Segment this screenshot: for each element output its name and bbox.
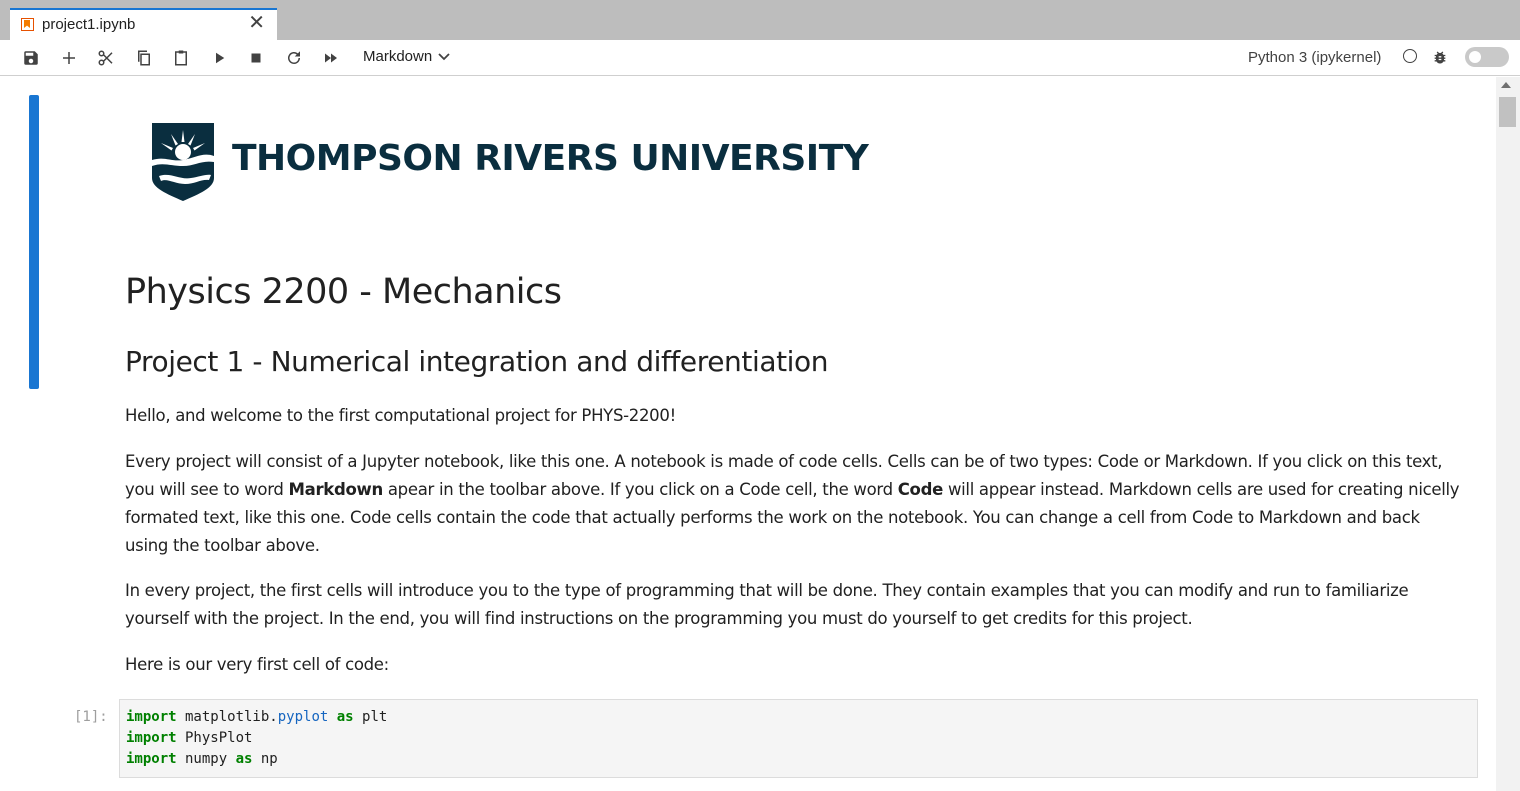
cell-type-dropdown[interactable] bbox=[363, 48, 450, 65]
run-all-button[interactable] bbox=[319, 46, 343, 70]
first-code-intro: Here is our very first cell of code: bbox=[125, 655, 389, 674]
stop-icon bbox=[247, 49, 265, 67]
active-cell-indicator[interactable] bbox=[29, 95, 39, 389]
restart-icon bbox=[285, 49, 303, 67]
chevron-down-icon bbox=[438, 48, 450, 65]
kernel-status-icon bbox=[1403, 49, 1417, 63]
university-name: THOMPSON RIVERS UNIVERSITY bbox=[232, 138, 869, 179]
code-line: import numpy as np bbox=[126, 751, 278, 767]
close-icon[interactable]: ✕ bbox=[248, 12, 265, 34]
text-segment: apear in the toolbar above. If you click on a Code cell, the word bbox=[382, 480, 898, 499]
project-paragraph: In every project, the first cells will introduce you to the type of programming that will be done. They contain examples that you can modify and run to familiarize yourself with the project. In the end, you will find instructions on the programming you must do yourself to get credits for this project. bbox=[125, 581, 1409, 628]
tru-logo-icon bbox=[151, 122, 215, 207]
notebook-title: Physics 2200 - Mechanics bbox=[125, 272, 562, 312]
bold-markdown: Markdown bbox=[288, 480, 383, 499]
copy-icon bbox=[135, 49, 153, 67]
vertical-scrollbar[interactable] bbox=[1496, 77, 1520, 791]
paste-button[interactable] bbox=[169, 46, 193, 70]
text-segment: will appear instead. Markdown cells are used for creating nicelly formated text, like this one. Code cells contain the code that actually performs the work on the notebook. You can change a cell from Code to Markdown and back using the toolbar above. bbox=[125, 480, 1460, 555]
bug-icon bbox=[1432, 49, 1448, 66]
run-button[interactable] bbox=[207, 46, 231, 70]
text-segment: Every project will consist of a Jupyter notebook, like this one. A notebook is made of code cells. Cells can be of two types: Code or Markdown. If you click on this text, you will see to word bbox=[125, 452, 1443, 499]
cut-button[interactable] bbox=[94, 46, 118, 70]
stop-button[interactable] bbox=[244, 46, 268, 70]
tab-label: project1.ipynb bbox=[42, 16, 136, 33]
copy-button[interactable] bbox=[132, 46, 156, 70]
save-icon bbox=[22, 49, 40, 67]
restart-button[interactable] bbox=[282, 46, 306, 70]
add-cell-button[interactable] bbox=[57, 46, 81, 70]
notebook-icon bbox=[21, 18, 34, 31]
bold-code: Code bbox=[897, 480, 943, 499]
add-icon bbox=[60, 49, 78, 67]
scroll-up-icon[interactable] bbox=[1501, 82, 1511, 88]
run-icon bbox=[210, 49, 228, 67]
tab-project1[interactable] bbox=[10, 8, 277, 40]
notebook-explanation-paragraph bbox=[125, 448, 1460, 560]
tab-bar bbox=[0, 0, 1520, 40]
execution-prompt: [1]: bbox=[74, 709, 108, 725]
code-cell[interactable] bbox=[119, 699, 1478, 778]
fast-forward-icon bbox=[322, 49, 340, 67]
paste-icon bbox=[172, 49, 190, 67]
cut-icon bbox=[97, 49, 115, 67]
notebook-subtitle: Project 1 - Numerical integration and differentiation bbox=[125, 345, 829, 378]
kernel-name[interactable]: Python 3 (ipykernel) bbox=[1248, 49, 1382, 66]
debugger-button[interactable] bbox=[1432, 49, 1448, 71]
notebook-toolbar bbox=[0, 40, 1520, 76]
code-line: import PhysPlot bbox=[126, 730, 253, 746]
scrollbar-thumb[interactable] bbox=[1499, 97, 1516, 127]
debugger-toggle[interactable] bbox=[1465, 47, 1509, 67]
code-line: import matplotlib.pyplot as plt bbox=[126, 709, 388, 725]
save-button[interactable] bbox=[19, 46, 43, 70]
intro-paragraph: Hello, and welcome to the first computational project for PHYS-2200! bbox=[125, 406, 676, 425]
cell-type-label: Markdown bbox=[363, 48, 433, 65]
